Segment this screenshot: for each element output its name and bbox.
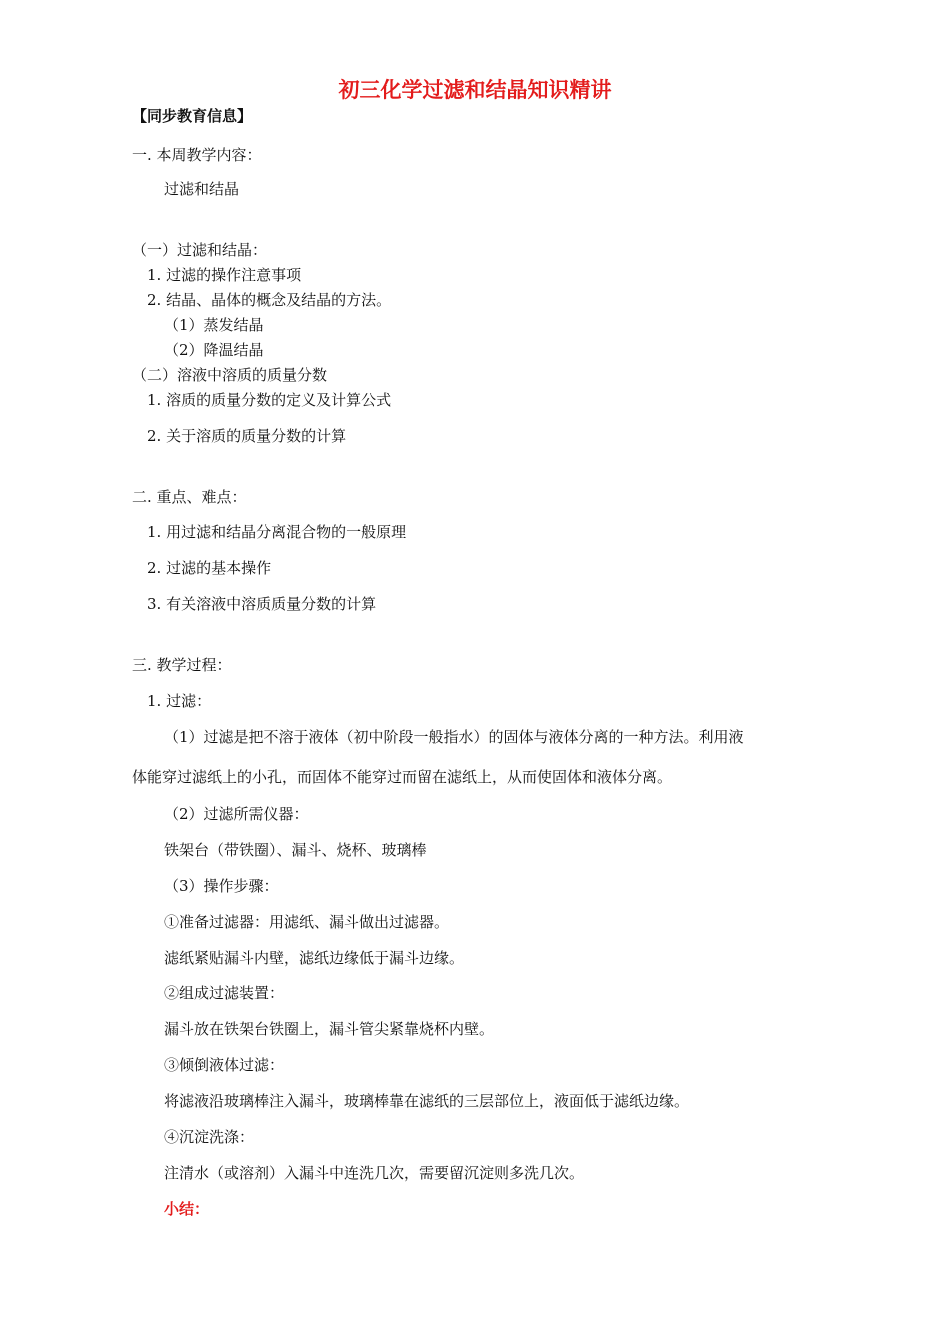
part-1-heading: （一）过滤和结晶： xyxy=(132,241,268,259)
sub-list-item: （1）蒸发结晶 xyxy=(164,316,264,334)
step-detail: 注清水（或溶剂）入漏斗中连洗几次，需要留沉淀则多洗几次。 xyxy=(164,1164,585,1182)
list-item: 1. 溶质的质量分数的定义及计算公式 xyxy=(147,391,392,409)
paragraph-line: （2）过滤所需仪器： xyxy=(164,805,309,823)
sub-list-item: （2）降温结晶 xyxy=(164,341,264,359)
summary-label: 小结： xyxy=(164,1200,210,1218)
paragraph-line: 铁架台（带铁圈）、漏斗、烧杯、玻璃棒 xyxy=(164,841,427,859)
section-2-heading: 二. 重点、难点： xyxy=(132,488,247,506)
part-2-heading: （二）溶液中溶质的质量分数 xyxy=(132,366,328,384)
list-item: 1. 过滤： xyxy=(147,692,212,710)
list-item: 2. 关于溶质的质量分数的计算 xyxy=(147,427,347,445)
step-line: ④沉淀洗涤： xyxy=(164,1128,255,1146)
step-detail: 滤纸紧贴漏斗内壁，滤纸边缘低于漏斗边缘。 xyxy=(164,949,465,967)
header-tag: 【同步教育信息】 xyxy=(132,107,253,125)
list-item: 2. 过滤的基本操作 xyxy=(147,559,272,577)
section-1-heading: 一. 本周教学内容： xyxy=(132,146,262,164)
paragraph-line: （1）过滤是把不溶于液体（初中阶段一般指水）的固体与液体分离的一种方法。利用液 xyxy=(164,728,744,746)
step-line: ③倾倒液体过滤： xyxy=(164,1056,285,1074)
list-item: 2. 结晶、晶体的概念及结晶的方法。 xyxy=(147,291,392,309)
section-1-topic: 过滤和结晶 xyxy=(164,180,240,198)
step-line: ①准备过滤器：用滤纸、漏斗做出过滤器。 xyxy=(164,913,450,931)
step-detail: 将滤液沿玻璃棒注入漏斗，玻璃棒靠在滤纸的三层部位上，液面低于滤纸边缘。 xyxy=(164,1092,690,1110)
list-item: 1. 用过滤和结晶分离混合物的一般原理 xyxy=(147,523,407,541)
paragraph-line: 体能穿过滤纸上的小孔，而固体不能穿过而留在滤纸上，从而使固体和液体分离。 xyxy=(132,768,673,786)
step-line: ②组成过滤装置： xyxy=(164,984,285,1002)
section-3-heading: 三. 教学过程： xyxy=(132,656,232,674)
list-item: 1. 过滤的操作注意事项 xyxy=(147,266,302,284)
page-title: 初三化学过滤和结晶知识精讲 xyxy=(338,78,612,102)
paragraph-line: （3）操作步骤： xyxy=(164,877,279,895)
step-detail: 漏斗放在铁架台铁圈上，漏斗管尖紧靠烧杯内壁。 xyxy=(164,1020,495,1038)
list-item: 3. 有关溶液中溶质质量分数的计算 xyxy=(147,595,377,613)
